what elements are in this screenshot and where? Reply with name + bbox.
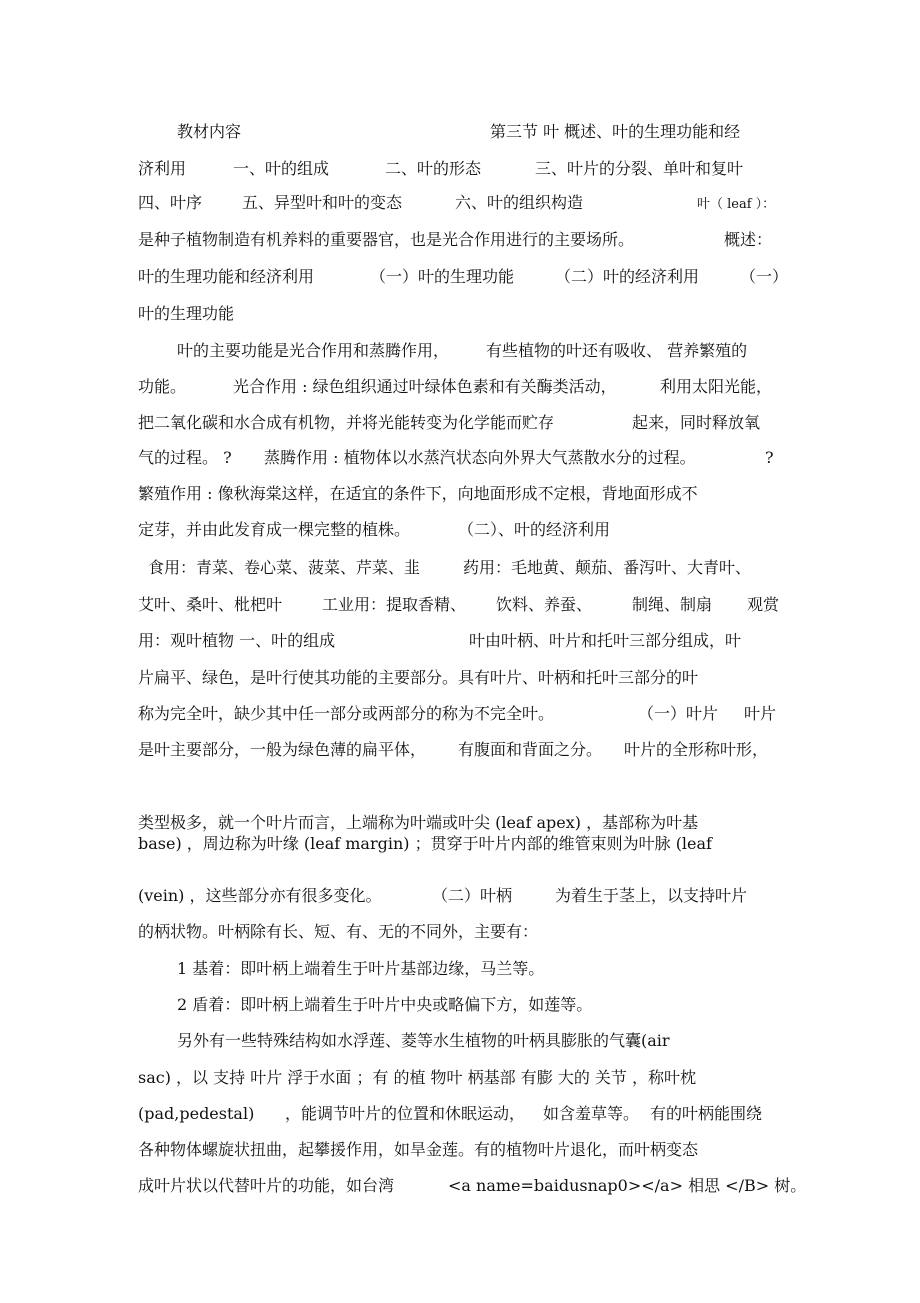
text-line: 各种物体螺旋状扭曲，起攀援作用，如旱金莲。有的植物叶片退化，而叶柄变态: [138, 1140, 699, 1159]
text-line: 繁殖作用 : 像秋海棠这样，在适宜的条件下，向地面形成不定根，背地面形成不: [138, 484, 698, 503]
text-line: 叶的主要功能是光合作用和蒸腾作用，: [177, 341, 450, 360]
text-line: 用：观叶植物 一、叶的组成: [138, 631, 336, 650]
text-line: 如含羞草等。: [543, 1104, 640, 1123]
text-line: 概述：: [724, 230, 773, 249]
text-line: 饮料、养蚕、: [496, 595, 593, 614]
text-line: 叶片的全形称叶形，: [624, 740, 769, 759]
text-line: 利用太阳光能，: [660, 377, 773, 396]
text-line: 有些植物的叶还有吸收、 营养繁殖的: [486, 341, 748, 360]
text-line: 类型极多，就一个叶片而言，上端称为叶端或叶尖 (leaf apex) ，基部称为叶基: [138, 813, 699, 832]
text-line: 观赏: [747, 595, 780, 614]
text-line: 把二氧化碳和水合成有机物，并将光能转变为化学能而贮存: [138, 413, 555, 432]
text-line: 第三节 叶 概述、叶的生理功能和经: [490, 122, 741, 141]
text-line: 二、叶的形态: [385, 159, 482, 178]
text-line: 叶的生理功能: [138, 304, 235, 323]
text-line: 蒸腾作用 : 植物体以水蒸汽状态向外界大气蒸散水分的过程。: [264, 448, 696, 467]
text-line: 片扁平、绿色，是叶行使其功能的主要部分。具有叶片、叶柄和托叶三部分的叶: [138, 668, 699, 687]
text-line: （二）叶的经济利用: [555, 267, 700, 286]
text-line: ，能调节叶片的位置和休眠运动，: [285, 1104, 526, 1123]
text-line: 食用：青菜、卷心菜、菠菜、芹菜、韭: [148, 558, 421, 577]
text-line: 是叶主要部分，一般为绿色薄的扁平体，: [138, 740, 427, 759]
text-line: 济利用: [138, 159, 187, 178]
text-line: 光合作用 : 绿色组织通过叶绿体色素和有关酶类活动，: [233, 377, 617, 396]
text-line: 1 基着：即叶柄上端着生于叶片基部边缘，马兰等。: [177, 959, 545, 978]
text-line: 为着生于茎上，以支持叶片: [555, 886, 748, 905]
text-line: ?: [765, 448, 774, 467]
text-line: （一）叶的生理功能: [370, 267, 515, 286]
text-line: （二）、叶的经济利用: [458, 520, 611, 539]
text-line: 有的叶柄能围绕: [650, 1104, 763, 1123]
text-line: 三、叶片的分裂、单叶和复叶: [535, 159, 744, 178]
text-line: 药用：毛地黄、颠茄、番泻叶、大青叶、: [463, 558, 752, 577]
text-line: (pad,pedestal): [138, 1104, 255, 1123]
text-line: 起来，同时释放氧: [632, 413, 761, 432]
text-line: （一）: [740, 267, 789, 286]
text-line: 另外有一些特殊结构如水浮莲、菱等水生植物的叶柄具膨胀的气囊(air: [177, 1031, 670, 1050]
text-line: 叶片: [744, 704, 777, 723]
text-line: 有腹面和背面之分。: [458, 740, 603, 759]
text-line: 2 盾着：即叶柄上端着生于叶片中央或略偏下方，如莲等。: [177, 995, 593, 1014]
text-line: base) ，周边称为叶缘 (leaf margin) ；贯穿于叶片内部的维管束则为叶脉 (leaf: [138, 834, 712, 853]
text-line: sac) ，以 支持 叶片 浮于水面 ；有 的植 物叶 柄基部 有膨 大的 关节 ，称叶枕: [138, 1068, 696, 1087]
text-line: 叶的生理功能和经济利用: [138, 267, 315, 286]
text-line: 是种子植物制造有机养料的重要器官，也是光合作用进行的主要场所。: [138, 230, 635, 249]
text-line: 五、异型叶和叶的变态: [242, 193, 403, 212]
text-line: 四、叶序: [138, 193, 203, 212]
text-line: 功能。: [138, 377, 187, 396]
text-line: 称为完全叶，缺少其中任一部分或两部分的称为不完全叶。: [138, 704, 555, 723]
text-line: 艾叶、桑叶、枇杷叶: [138, 595, 283, 614]
text-line: 教材内容: [177, 122, 242, 141]
text-line: （二）叶柄: [432, 886, 513, 905]
text-line: 的柄状物。叶柄除有长、短、有、无的不同外，主要有：: [138, 922, 539, 941]
text-line: 一、叶的组成: [233, 159, 330, 178]
text-line: 工业用：提取香精、: [322, 595, 467, 614]
text-line: 叶（ leaf ）：: [697, 197, 776, 212]
text-line: (vein) ，这些部分亦有很多变化。: [138, 886, 382, 905]
text-line: 制绳、制扇: [632, 595, 713, 614]
text-line: 叶由叶柄、叶片和托叶三部分组成，叶: [469, 631, 742, 650]
text-line: 气的过程。 ?: [138, 448, 232, 467]
text-line: 成叶片状以代替叶片的功能，如台湾: [138, 1176, 395, 1195]
text-line: （一）叶片: [638, 704, 719, 723]
text-line: 定芽，并由此发育成一棵完整的植株。: [138, 520, 411, 539]
text-line: <a name=baidusnap0></a> 相思 </B> 树。: [448, 1176, 807, 1195]
text-line: 六、叶的组织构造: [455, 193, 584, 212]
